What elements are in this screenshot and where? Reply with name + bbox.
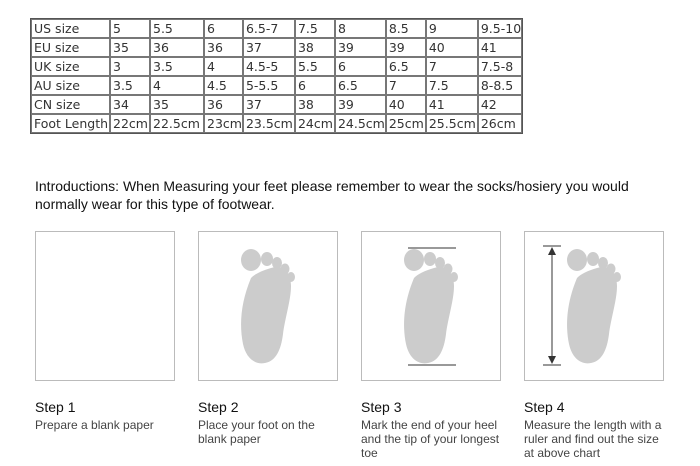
size-cell: 34	[110, 95, 150, 114]
size-cell: 3	[110, 57, 150, 76]
row-label: EU size	[31, 38, 110, 57]
size-cell: 35	[150, 95, 204, 114]
step-2	[198, 231, 338, 446]
size-cell: 42	[478, 95, 522, 114]
size-cell: 23cm	[204, 114, 243, 133]
row-label: UK size	[31, 57, 110, 76]
size-cell: 5.5	[150, 19, 204, 38]
footprint-ruler-panel	[524, 231, 664, 381]
size-cell: 4	[150, 76, 204, 95]
size-cell: 24.5cm	[335, 114, 386, 133]
size-cell: 36	[204, 38, 243, 57]
size-row	[31, 95, 522, 114]
size-row	[31, 38, 522, 57]
size-cell: 7.5	[295, 19, 335, 38]
size-cell: 6	[295, 76, 335, 95]
size-row	[31, 19, 522, 38]
size-cell: 7	[386, 76, 426, 95]
size-cell: 39	[386, 38, 426, 57]
size-cell: 40	[426, 38, 478, 57]
step-title: Step 2	[198, 399, 239, 415]
step-description: Mark the end of your heel and the tip of your longest toe	[361, 418, 500, 460]
size-cell: 4.5-5	[243, 57, 295, 76]
size-cell: 36	[150, 38, 204, 57]
size-cell: 4.5	[204, 76, 243, 95]
size-cell: 9	[426, 19, 478, 38]
introductions-text: Introductions: When Measuring your feet please remember to wear the socks/hosiery you would normally wear for this type of footwear.	[35, 178, 629, 212]
size-cell: 39	[335, 95, 386, 114]
size-cell: 41	[478, 38, 522, 57]
size-cell: 5	[110, 19, 150, 38]
arrow-up-icon	[548, 247, 556, 255]
step-1	[35, 231, 175, 432]
blank-paper-panel	[35, 231, 175, 381]
size-cell: 7.5-8	[478, 57, 522, 76]
size-cell: 3.5	[150, 57, 204, 76]
size-cell: 7.5	[426, 76, 478, 95]
arrow-down-icon	[548, 356, 556, 364]
step-title: Step 4	[524, 399, 565, 415]
step-description: Prepare a blank paper	[35, 418, 154, 432]
step-title: Step 3	[361, 399, 402, 415]
size-row	[31, 57, 522, 76]
footprint-panel	[198, 231, 338, 381]
step-description: Measure the length with a ruler and find out the size at above chart	[524, 418, 662, 460]
size-cell: 6	[335, 57, 386, 76]
size-cell: 24cm	[295, 114, 335, 133]
row-label: AU size	[31, 76, 110, 95]
size-row	[31, 114, 522, 133]
size-cell: 7	[426, 57, 478, 76]
size-cell: 38	[295, 95, 335, 114]
size-cell: 8.5	[386, 19, 426, 38]
size-cell: 8-8.5	[478, 76, 522, 95]
size-cell: 6.5	[335, 76, 386, 95]
size-cell: 37	[243, 95, 295, 114]
size-cell: 37	[243, 38, 295, 57]
size-cell: 36	[204, 95, 243, 114]
size-cell: 35	[110, 38, 150, 57]
size-cell: 25.5cm	[426, 114, 478, 133]
size-cell: 3.5	[110, 76, 150, 95]
size-row	[31, 76, 522, 95]
step-3	[361, 231, 501, 460]
size-chart-table	[30, 18, 523, 134]
size-cell: 23.5cm	[243, 114, 295, 133]
step-4	[524, 231, 664, 460]
size-cell: 5.5	[295, 57, 335, 76]
size-cell: 39	[335, 38, 386, 57]
size-cell: 4	[204, 57, 243, 76]
footprint-ruler-icon	[525, 232, 663, 380]
size-cell: 22cm	[110, 114, 150, 133]
size-cell: 6	[204, 19, 243, 38]
size-cell: 26cm	[478, 114, 522, 133]
size-cell: 40	[386, 95, 426, 114]
size-cell: 6.5	[386, 57, 426, 76]
row-label: CN size	[31, 95, 110, 114]
size-cell: 38	[295, 38, 335, 57]
step-description: Place your foot on the blank paper	[198, 418, 315, 446]
size-cell: 6.5-7	[243, 19, 295, 38]
footprint-icon	[199, 232, 337, 380]
size-cell: 41	[426, 95, 478, 114]
size-cell: 25cm	[386, 114, 426, 133]
footprint-marks-panel	[361, 231, 501, 381]
footprint-marks-icon	[362, 232, 500, 380]
row-label: Foot Length	[31, 114, 110, 133]
size-cell: 8	[335, 19, 386, 38]
size-cell: 5-5.5	[243, 76, 295, 95]
size-cell: 22.5cm	[150, 114, 204, 133]
size-cell: 9.5-10	[478, 19, 522, 38]
row-label: US size	[31, 19, 110, 38]
step-title: Step 1	[35, 399, 76, 415]
